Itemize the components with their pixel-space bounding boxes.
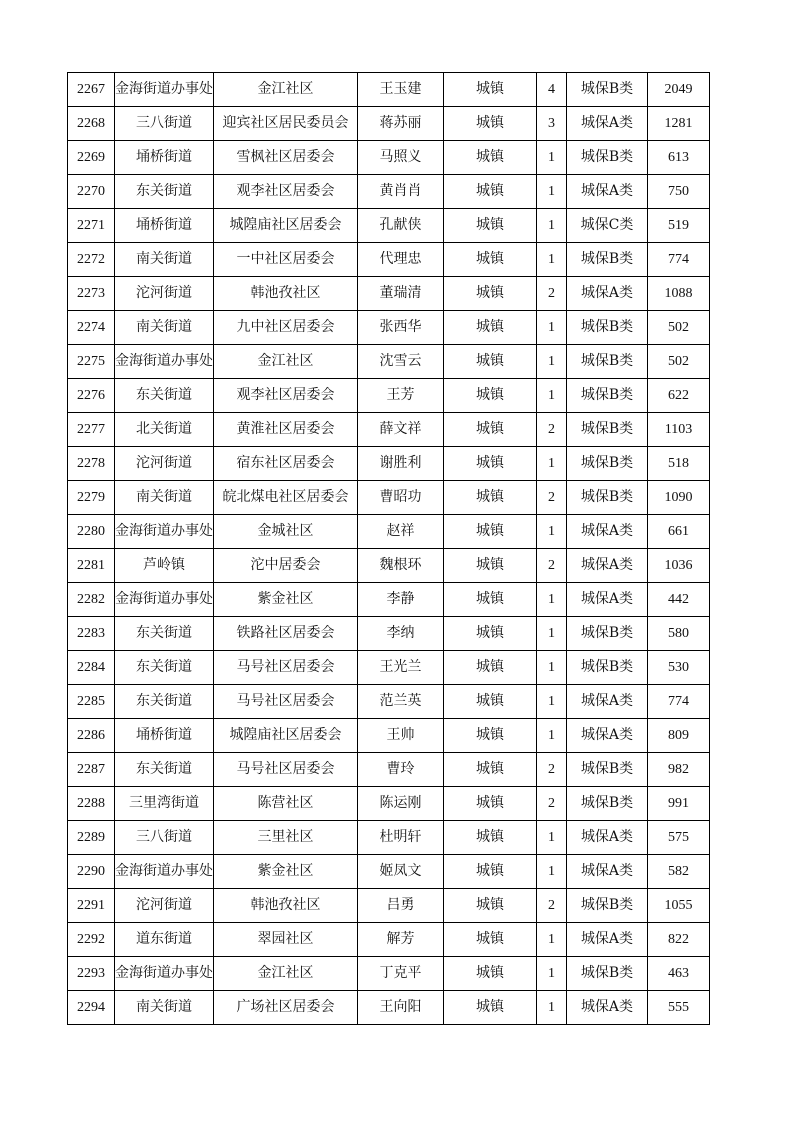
table-row xyxy=(68,73,710,107)
record-id-cell: 2287 xyxy=(68,753,115,787)
person-name-cell: 陈运刚 xyxy=(358,787,444,821)
amount-cell: 1055 xyxy=(648,889,710,923)
table-row xyxy=(68,311,710,345)
community-cell: 宿东社区居委会 xyxy=(214,447,358,481)
record-id-cell: 2285 xyxy=(68,685,115,719)
person-name-cell: 李纳 xyxy=(358,617,444,651)
street-cell: 道东街道 xyxy=(115,923,214,957)
record-id-cell: 2293 xyxy=(68,957,115,991)
table-row xyxy=(68,209,710,243)
amount-cell: 2049 xyxy=(648,73,710,107)
member-count-cell: 1 xyxy=(537,617,567,651)
record-id-cell: 2289 xyxy=(68,821,115,855)
household-type-cell: 城镇 xyxy=(444,719,537,753)
amount-cell: 463 xyxy=(648,957,710,991)
household-type-cell: 城镇 xyxy=(444,481,537,515)
table-row xyxy=(68,107,710,141)
person-name-cell: 解芳 xyxy=(358,923,444,957)
insurance-class-cell: 城保B类 xyxy=(567,243,648,277)
person-name-cell: 王玉建 xyxy=(358,73,444,107)
member-count-cell: 1 xyxy=(537,583,567,617)
insurance-class-cell: 城保A类 xyxy=(567,719,648,753)
community-cell: 迎宾社区居民委员会 xyxy=(214,107,358,141)
amount-cell: 580 xyxy=(648,617,710,651)
insurance-class-cell: 城保B类 xyxy=(567,413,648,447)
record-id-cell: 2281 xyxy=(68,549,115,583)
person-name-cell: 丁克平 xyxy=(358,957,444,991)
member-count-cell: 1 xyxy=(537,957,567,991)
street-cell: 南关街道 xyxy=(115,243,214,277)
table-row xyxy=(68,923,710,957)
insurance-class-cell: 城保B类 xyxy=(567,753,648,787)
household-type-cell: 城镇 xyxy=(444,889,537,923)
table-row xyxy=(68,413,710,447)
street-cell: 沱河街道 xyxy=(115,889,214,923)
street-cell: 金海街道办事处 xyxy=(115,957,214,991)
community-cell: 雪枫社区居委会 xyxy=(214,141,358,175)
record-id-cell: 2291 xyxy=(68,889,115,923)
table-row xyxy=(68,753,710,787)
insurance-class-cell: 城保A类 xyxy=(567,821,648,855)
member-count-cell: 1 xyxy=(537,855,567,889)
amount-cell: 991 xyxy=(648,787,710,821)
street-cell: 埇桥街道 xyxy=(115,141,214,175)
street-cell: 三里湾街道 xyxy=(115,787,214,821)
table-row xyxy=(68,855,710,889)
street-cell: 金海街道办事处 xyxy=(115,73,214,107)
amount-cell: 774 xyxy=(648,685,710,719)
insurance-class-cell: 城保A类 xyxy=(567,549,648,583)
record-id-cell: 2290 xyxy=(68,855,115,889)
record-id-cell: 2278 xyxy=(68,447,115,481)
insurance-class-cell: 城保B类 xyxy=(567,345,648,379)
street-cell: 东关街道 xyxy=(115,379,214,413)
amount-cell: 774 xyxy=(648,243,710,277)
street-cell: 三八街道 xyxy=(115,821,214,855)
household-type-cell: 城镇 xyxy=(444,685,537,719)
insurance-class-cell: 城保B类 xyxy=(567,379,648,413)
household-type-cell: 城镇 xyxy=(444,447,537,481)
household-type-cell: 城镇 xyxy=(444,991,537,1025)
household-type-cell: 城镇 xyxy=(444,107,537,141)
person-name-cell: 孔献侠 xyxy=(358,209,444,243)
amount-cell: 519 xyxy=(648,209,710,243)
person-name-cell: 李静 xyxy=(358,583,444,617)
community-cell: 金江社区 xyxy=(214,957,358,991)
community-cell: 金江社区 xyxy=(214,345,358,379)
amount-cell: 1090 xyxy=(648,481,710,515)
record-id-cell: 2279 xyxy=(68,481,115,515)
record-id-cell: 2286 xyxy=(68,719,115,753)
community-cell: 陈营社区 xyxy=(214,787,358,821)
insurance-class-cell: 城保B类 xyxy=(567,787,648,821)
household-type-cell: 城镇 xyxy=(444,243,537,277)
street-cell: 金海街道办事处 xyxy=(115,345,214,379)
insurance-class-cell: 城保B类 xyxy=(567,481,648,515)
table-row xyxy=(68,787,710,821)
insurance-class-cell: 城保B类 xyxy=(567,957,648,991)
insurance-class-cell: 城保A类 xyxy=(567,923,648,957)
household-type-cell: 城镇 xyxy=(444,515,537,549)
member-count-cell: 1 xyxy=(537,447,567,481)
street-cell: 东关街道 xyxy=(115,617,214,651)
amount-cell: 442 xyxy=(648,583,710,617)
community-cell: 皖北煤电社区居委会 xyxy=(214,481,358,515)
member-count-cell: 1 xyxy=(537,515,567,549)
member-count-cell: 1 xyxy=(537,651,567,685)
amount-cell: 982 xyxy=(648,753,710,787)
record-id-cell: 2267 xyxy=(68,73,115,107)
record-id-cell: 2274 xyxy=(68,311,115,345)
street-cell: 北关街道 xyxy=(115,413,214,447)
table-row xyxy=(68,991,710,1025)
household-type-cell: 城镇 xyxy=(444,379,537,413)
person-name-cell: 王芳 xyxy=(358,379,444,413)
person-name-cell: 黄肖肖 xyxy=(358,175,444,209)
record-id-cell: 2280 xyxy=(68,515,115,549)
community-cell: 铁路社区居委会 xyxy=(214,617,358,651)
insurance-class-cell: 城保A类 xyxy=(567,175,648,209)
table-row xyxy=(68,583,710,617)
record-id-cell: 2269 xyxy=(68,141,115,175)
street-cell: 南关街道 xyxy=(115,481,214,515)
record-id-cell: 2283 xyxy=(68,617,115,651)
amount-cell: 1036 xyxy=(648,549,710,583)
household-type-cell: 城镇 xyxy=(444,923,537,957)
member-count-cell: 1 xyxy=(537,821,567,855)
member-count-cell: 1 xyxy=(537,345,567,379)
person-name-cell: 谢胜利 xyxy=(358,447,444,481)
member-count-cell: 2 xyxy=(537,787,567,821)
community-cell: 韩池孜社区 xyxy=(214,277,358,311)
member-count-cell: 1 xyxy=(537,141,567,175)
street-cell: 东关街道 xyxy=(115,753,214,787)
household-type-cell: 城镇 xyxy=(444,855,537,889)
table-row xyxy=(68,719,710,753)
household-type-cell: 城镇 xyxy=(444,583,537,617)
person-name-cell: 代理忠 xyxy=(358,243,444,277)
community-cell: 观李社区居委会 xyxy=(214,175,358,209)
insurance-class-cell: 城保B类 xyxy=(567,889,648,923)
community-cell: 观李社区居委会 xyxy=(214,379,358,413)
street-cell: 东关街道 xyxy=(115,175,214,209)
amount-cell: 613 xyxy=(648,141,710,175)
household-type-cell: 城镇 xyxy=(444,73,537,107)
person-name-cell: 曹玲 xyxy=(358,753,444,787)
street-cell: 南关街道 xyxy=(115,991,214,1025)
household-type-cell: 城镇 xyxy=(444,957,537,991)
street-cell: 金海街道办事处 xyxy=(115,583,214,617)
record-id-cell: 2292 xyxy=(68,923,115,957)
amount-cell: 822 xyxy=(648,923,710,957)
insurance-class-cell: 城保B类 xyxy=(567,141,648,175)
amount-cell: 661 xyxy=(648,515,710,549)
record-id-cell: 2270 xyxy=(68,175,115,209)
insurance-class-cell: 城保A类 xyxy=(567,685,648,719)
street-cell: 南关街道 xyxy=(115,311,214,345)
household-type-cell: 城镇 xyxy=(444,209,537,243)
person-name-cell: 王光兰 xyxy=(358,651,444,685)
household-type-cell: 城镇 xyxy=(444,821,537,855)
community-cell: 一中社区居委会 xyxy=(214,243,358,277)
community-cell: 九中社区居委会 xyxy=(214,311,358,345)
table-row xyxy=(68,481,710,515)
street-cell: 金海街道办事处 xyxy=(115,855,214,889)
insurance-class-cell: 城保B类 xyxy=(567,651,648,685)
record-id-cell: 2277 xyxy=(68,413,115,447)
household-type-cell: 城镇 xyxy=(444,141,537,175)
member-count-cell: 1 xyxy=(537,991,567,1025)
records-table xyxy=(67,72,710,1025)
street-cell: 埇桥街道 xyxy=(115,209,214,243)
amount-cell: 1281 xyxy=(648,107,710,141)
table-row xyxy=(68,617,710,651)
member-count-cell: 1 xyxy=(537,243,567,277)
table-row xyxy=(68,345,710,379)
amount-cell: 518 xyxy=(648,447,710,481)
table-row xyxy=(68,685,710,719)
insurance-class-cell: 城保A类 xyxy=(567,855,648,889)
table-row xyxy=(68,447,710,481)
table-row xyxy=(68,549,710,583)
record-id-cell: 2276 xyxy=(68,379,115,413)
community-cell: 马号社区居委会 xyxy=(214,685,358,719)
amount-cell: 555 xyxy=(648,991,710,1025)
table-row xyxy=(68,889,710,923)
amount-cell: 502 xyxy=(648,345,710,379)
person-name-cell: 王向阳 xyxy=(358,991,444,1025)
table-row xyxy=(68,175,710,209)
amount-cell: 750 xyxy=(648,175,710,209)
street-cell: 芦岭镇 xyxy=(115,549,214,583)
street-cell: 东关街道 xyxy=(115,651,214,685)
household-type-cell: 城镇 xyxy=(444,345,537,379)
table-row xyxy=(68,277,710,311)
amount-cell: 809 xyxy=(648,719,710,753)
person-name-cell: 蒋苏丽 xyxy=(358,107,444,141)
household-type-cell: 城镇 xyxy=(444,413,537,447)
community-cell: 城隍庙社区居委会 xyxy=(214,719,358,753)
record-id-cell: 2288 xyxy=(68,787,115,821)
household-type-cell: 城镇 xyxy=(444,787,537,821)
record-id-cell: 2268 xyxy=(68,107,115,141)
household-type-cell: 城镇 xyxy=(444,651,537,685)
member-count-cell: 2 xyxy=(537,277,567,311)
person-name-cell: 沈雪云 xyxy=(358,345,444,379)
amount-cell: 575 xyxy=(648,821,710,855)
member-count-cell: 1 xyxy=(537,311,567,345)
person-name-cell: 魏根环 xyxy=(358,549,444,583)
insurance-class-cell: 城保A类 xyxy=(567,515,648,549)
community-cell: 黄淮社区居委会 xyxy=(214,413,358,447)
amount-cell: 530 xyxy=(648,651,710,685)
person-name-cell: 曹昭功 xyxy=(358,481,444,515)
insurance-class-cell: 城保C类 xyxy=(567,209,648,243)
amount-cell: 502 xyxy=(648,311,710,345)
household-type-cell: 城镇 xyxy=(444,549,537,583)
member-count-cell: 2 xyxy=(537,481,567,515)
person-name-cell: 姬凤文 xyxy=(358,855,444,889)
street-cell: 东关街道 xyxy=(115,685,214,719)
member-count-cell: 1 xyxy=(537,379,567,413)
community-cell: 三里社区 xyxy=(214,821,358,855)
street-cell: 金海街道办事处 xyxy=(115,515,214,549)
insurance-class-cell: 城保B类 xyxy=(567,447,648,481)
community-cell: 广场社区居委会 xyxy=(214,991,358,1025)
community-cell: 紫金社区 xyxy=(214,855,358,889)
insurance-class-cell: 城保B类 xyxy=(567,311,648,345)
table-row xyxy=(68,141,710,175)
community-cell: 韩池孜社区 xyxy=(214,889,358,923)
amount-cell: 1088 xyxy=(648,277,710,311)
table-row xyxy=(68,651,710,685)
person-name-cell: 薛文祥 xyxy=(358,413,444,447)
table-row xyxy=(68,957,710,991)
household-type-cell: 城镇 xyxy=(444,617,537,651)
member-count-cell: 1 xyxy=(537,923,567,957)
household-type-cell: 城镇 xyxy=(444,277,537,311)
street-cell: 三八街道 xyxy=(115,107,214,141)
member-count-cell: 3 xyxy=(537,107,567,141)
person-name-cell: 王帅 xyxy=(358,719,444,753)
person-name-cell: 吕勇 xyxy=(358,889,444,923)
table-row xyxy=(68,243,710,277)
amount-cell: 622 xyxy=(648,379,710,413)
record-id-cell: 2294 xyxy=(68,991,115,1025)
community-cell: 金城社区 xyxy=(214,515,358,549)
community-cell: 紫金社区 xyxy=(214,583,358,617)
record-id-cell: 2275 xyxy=(68,345,115,379)
insurance-class-cell: 城保A类 xyxy=(567,107,648,141)
street-cell: 沱河街道 xyxy=(115,277,214,311)
member-count-cell: 2 xyxy=(537,413,567,447)
record-id-cell: 2284 xyxy=(68,651,115,685)
community-cell: 城隍庙社区居委会 xyxy=(214,209,358,243)
community-cell: 马号社区居委会 xyxy=(214,651,358,685)
table-row xyxy=(68,821,710,855)
record-id-cell: 2273 xyxy=(68,277,115,311)
insurance-class-cell: 城保A类 xyxy=(567,277,648,311)
record-id-cell: 2271 xyxy=(68,209,115,243)
person-name-cell: 范兰英 xyxy=(358,685,444,719)
member-count-cell: 1 xyxy=(537,175,567,209)
member-count-cell: 2 xyxy=(537,889,567,923)
person-name-cell: 马照义 xyxy=(358,141,444,175)
member-count-cell: 1 xyxy=(537,719,567,753)
street-cell: 埇桥街道 xyxy=(115,719,214,753)
person-name-cell: 杜明轩 xyxy=(358,821,444,855)
insurance-class-cell: 城保A类 xyxy=(567,583,648,617)
community-cell: 沱中居委会 xyxy=(214,549,358,583)
household-type-cell: 城镇 xyxy=(444,753,537,787)
person-name-cell: 赵祥 xyxy=(358,515,444,549)
member-count-cell: 2 xyxy=(537,753,567,787)
record-id-cell: 2272 xyxy=(68,243,115,277)
amount-cell: 1103 xyxy=(648,413,710,447)
table-row xyxy=(68,515,710,549)
person-name-cell: 董瑞清 xyxy=(358,277,444,311)
amount-cell: 582 xyxy=(648,855,710,889)
member-count-cell: 2 xyxy=(537,549,567,583)
records-table-body xyxy=(68,73,710,1025)
member-count-cell: 4 xyxy=(537,73,567,107)
community-cell: 马号社区居委会 xyxy=(214,753,358,787)
household-type-cell: 城镇 xyxy=(444,311,537,345)
member-count-cell: 1 xyxy=(537,209,567,243)
table-row xyxy=(68,379,710,413)
household-type-cell: 城镇 xyxy=(444,175,537,209)
community-cell: 金江社区 xyxy=(214,73,358,107)
community-cell: 翠园社区 xyxy=(214,923,358,957)
record-id-cell: 2282 xyxy=(68,583,115,617)
insurance-class-cell: 城保B类 xyxy=(567,617,648,651)
street-cell: 沱河街道 xyxy=(115,447,214,481)
person-name-cell: 张西华 xyxy=(358,311,444,345)
insurance-class-cell: 城保B类 xyxy=(567,73,648,107)
member-count-cell: 1 xyxy=(537,685,567,719)
insurance-class-cell: 城保A类 xyxy=(567,991,648,1025)
